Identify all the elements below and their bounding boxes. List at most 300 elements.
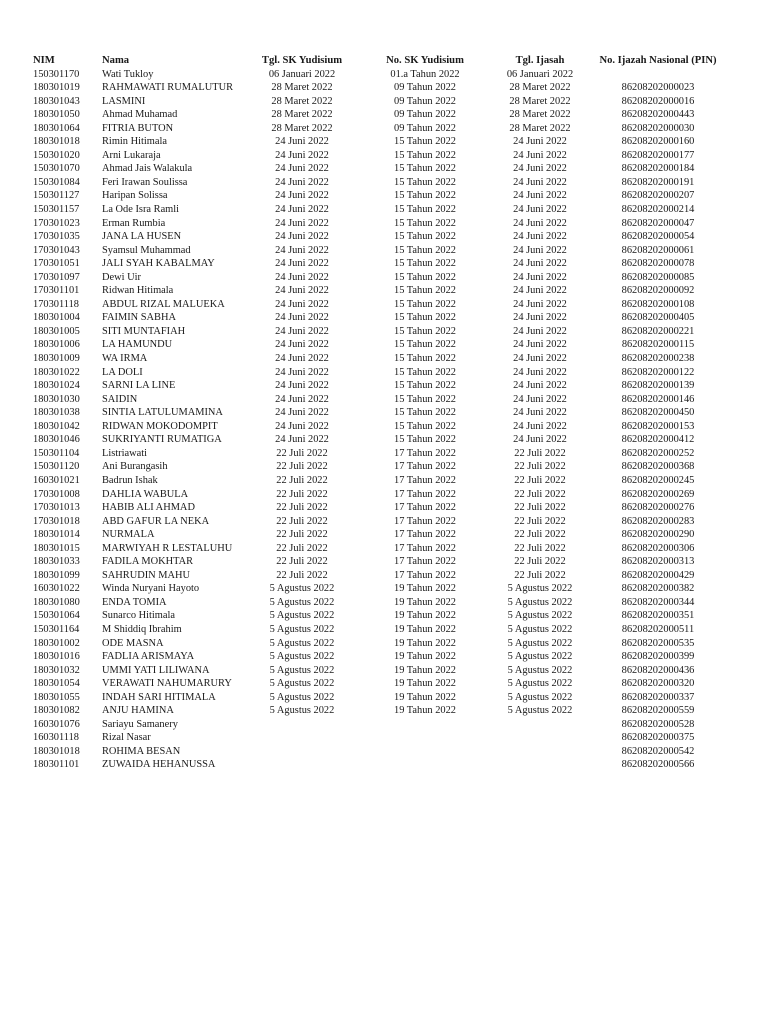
cell-nim: 170301051 [33,258,80,270]
header-no-ijazah-pin: No. Ijazah Nasional (PIN) [599,55,717,66]
table-header-row [0,54,768,68]
cell-nama: M Shiddiq Ibrahim [102,623,182,635]
cell-tgl-ijasah: 5 Agustus 2022 [507,637,573,649]
cell-nim: 150301084 [33,176,80,188]
cell-nama: Sariayu Samanery [102,718,178,730]
cell-nim: 150301157 [33,204,80,216]
cell-no-sk-yudisium: 15 Tahun 2022 [394,149,456,161]
cell-no-ijazah-pin: 86208202000108 [621,298,695,310]
cell-no-sk-yudisium: 15 Tahun 2022 [394,298,456,310]
header-nim: NIM [33,55,55,66]
cell-tgl-sk-yudisium: 06 Januari 2022 [268,68,336,80]
cell-no-ijazah-pin: 86208202000337 [621,691,695,703]
table-row [0,488,768,502]
table-row [0,203,768,217]
cell-tgl-sk-yudisium: 22 Juli 2022 [276,488,328,500]
table-row [0,745,768,759]
cell-nama: DAHLIA WABULA [102,488,189,500]
cell-tgl-ijasah: 24 Juni 2022 [513,176,567,188]
table-row [0,637,768,651]
cell-no-sk-yudisium: 15 Tahun 2022 [394,325,456,337]
cell-no-ijazah-pin: 86208202000269 [621,488,695,500]
cell-nama: La Ode Isra Ramli [102,204,180,216]
cell-tgl-sk-yudisium: 24 Juni 2022 [275,407,329,419]
cell-nama: ANJU HAMINA [102,705,174,717]
cell-no-sk-yudisium: 19 Tahun 2022 [394,596,456,608]
cell-tgl-sk-yudisium: 22 Juli 2022 [276,515,328,527]
cell-nim: 180301064 [33,122,80,134]
table-row [0,311,768,325]
cell-tgl-sk-yudisium: 5 Agustus 2022 [269,623,335,635]
cell-tgl-ijasah: 24 Juni 2022 [513,393,567,405]
cell-nim: 180301050 [33,109,80,121]
cell-tgl-sk-yudisium: 5 Agustus 2022 [269,678,335,690]
cell-nim: 150301020 [33,149,80,161]
cell-nim: 160301118 [33,732,79,744]
cell-nim: 180301022 [33,366,80,378]
cell-tgl-sk-yudisium: 24 Juni 2022 [275,353,329,365]
cell-no-ijazah-pin: 86208202000412 [621,434,695,446]
cell-nim: 180301055 [33,691,80,703]
cell-no-ijazah-pin: 86208202000535 [621,637,695,649]
cell-tgl-ijasah: 24 Juni 2022 [513,163,567,175]
cell-nim: 180301024 [33,380,80,392]
cell-tgl-ijasah: 22 Juli 2022 [514,447,566,459]
cell-no-ijazah-pin: 86208202000160 [621,136,695,148]
graduate-table [0,54,768,772]
table-row [0,271,768,285]
cell-no-sk-yudisium: 17 Tahun 2022 [394,529,456,541]
cell-no-sk-yudisium: 15 Tahun 2022 [394,407,456,419]
table-row [0,528,768,542]
cell-tgl-ijasah: 24 Juni 2022 [513,380,567,392]
cell-tgl-ijasah: 5 Agustus 2022 [507,583,573,595]
table-row [0,176,768,190]
cell-no-sk-yudisium: 19 Tahun 2022 [394,610,456,622]
cell-tgl-sk-yudisium: 24 Juni 2022 [275,312,329,324]
cell-nim: 160301022 [33,583,80,595]
cell-no-ijazah-pin: 86208202000375 [621,732,695,744]
cell-tgl-sk-yudisium: 5 Agustus 2022 [269,637,335,649]
cell-no-ijazah-pin: 86208202000290 [621,529,695,541]
cell-no-sk-yudisium: 15 Tahun 2022 [394,434,456,446]
cell-nama: Haripan Solissa [102,190,168,202]
cell-no-ijazah-pin: 86208202000016 [621,95,695,107]
table-row [0,257,768,271]
table-row [0,555,768,569]
cell-tgl-ijasah: 28 Maret 2022 [509,109,571,121]
cell-tgl-sk-yudisium: 24 Juni 2022 [275,285,329,297]
cell-no-ijazah-pin: 86208202000139 [621,380,695,392]
cell-tgl-ijasah: 24 Juni 2022 [513,285,567,297]
cell-no-sk-yudisium: 15 Tahun 2022 [394,285,456,297]
cell-no-ijazah-pin: 86208202000566 [621,759,695,771]
cell-tgl-ijasah: 24 Juni 2022 [513,434,567,446]
cell-tgl-ijasah: 06 Januari 2022 [506,68,574,80]
header-tgl-ijasah: Tgl. Ijasah [515,55,565,66]
cell-no-ijazah-pin: 86208202000559 [621,705,695,717]
cell-no-sk-yudisium: 15 Tahun 2022 [394,163,456,175]
cell-no-sk-yudisium: 15 Tahun 2022 [394,136,456,148]
table-row [0,230,768,244]
table-row [0,338,768,352]
cell-tgl-sk-yudisium: 24 Juni 2022 [275,244,329,256]
cell-nama: SUKRIYANTI RUMATIGA [102,434,222,446]
cell-tgl-ijasah: 28 Maret 2022 [509,82,571,94]
cell-no-sk-yudisium: 15 Tahun 2022 [394,204,456,216]
cell-tgl-sk-yudisium: 24 Juni 2022 [275,217,329,229]
cell-no-ijazah-pin: 86208202000368 [621,461,695,473]
cell-tgl-ijasah: 24 Juni 2022 [513,298,567,310]
cell-no-sk-yudisium: 19 Tahun 2022 [394,691,456,703]
cell-nim: 180301054 [33,678,80,690]
cell-tgl-sk-yudisium: 24 Juni 2022 [275,149,329,161]
table-row [0,704,768,718]
cell-tgl-sk-yudisium: 24 Juni 2022 [275,380,329,392]
header-nama: Nama [102,55,130,66]
cell-nim: 160301021 [33,474,80,486]
cell-nama: Wati Tukloy [102,68,154,80]
cell-tgl-ijasah: 28 Maret 2022 [509,122,571,134]
cell-no-ijazah-pin: 86208202000382 [621,583,695,595]
cell-nama: Arni Lukaraja [102,149,161,161]
cell-tgl-sk-yudisium: 24 Juni 2022 [275,258,329,270]
cell-nim: 150301070 [33,163,80,175]
cell-tgl-ijasah: 24 Juni 2022 [513,312,567,324]
cell-tgl-ijasah: 22 Juli 2022 [514,569,566,581]
cell-nim: 180301032 [33,664,80,676]
cell-nim: 180301099 [33,569,80,581]
cell-no-sk-yudisium: 09 Tahun 2022 [394,109,456,121]
cell-nama: Erman Rumbia [102,217,166,229]
cell-nim: 170301035 [33,231,80,243]
cell-tgl-ijasah: 24 Juni 2022 [513,339,567,351]
cell-nim: 180301016 [33,651,80,663]
cell-nama: SINTIA LATULUMAMINA [102,407,223,419]
cell-nim: 180301038 [33,407,80,419]
cell-nama: ABD GAFUR LA NEKA [102,515,210,527]
cell-tgl-ijasah: 5 Agustus 2022 [507,651,573,663]
cell-tgl-ijasah: 22 Juli 2022 [514,474,566,486]
table-row [0,664,768,678]
cell-nama: Winda Nuryani Hayoto [102,583,200,595]
cell-no-sk-yudisium: 19 Tahun 2022 [394,651,456,663]
cell-tgl-sk-yudisium: 5 Agustus 2022 [269,705,335,717]
cell-tgl-sk-yudisium: 22 Juli 2022 [276,569,328,581]
cell-nama: Listriawati [102,447,148,459]
table-row [0,406,768,420]
cell-no-sk-yudisium: 15 Tahun 2022 [394,339,456,351]
cell-no-sk-yudisium: 17 Tahun 2022 [394,447,456,459]
cell-nama: Sunarco Hitimala [102,610,176,622]
cell-nama: FAIMIN SABHA [102,312,176,324]
cell-tgl-ijasah: 22 Juli 2022 [514,529,566,541]
cell-nama: SAIDIN [102,393,138,405]
cell-no-ijazah-pin: 86208202000283 [621,515,695,527]
cell-no-ijazah-pin: 86208202000238 [621,353,695,365]
cell-no-ijazah-pin: 86208202000276 [621,502,695,514]
cell-nama: Dewi Uir [102,271,141,283]
table-row [0,325,768,339]
cell-no-ijazah-pin: 86208202000177 [621,149,695,161]
cell-tgl-ijasah: 22 Juli 2022 [514,461,566,473]
table-row [0,135,768,149]
cell-nim: 170301023 [33,217,80,229]
cell-tgl-ijasah: 24 Juni 2022 [513,407,567,419]
cell-no-sk-yudisium: 15 Tahun 2022 [394,217,456,229]
cell-nim: 150301120 [33,461,80,473]
cell-nama: NURMALA [102,529,155,541]
cell-nama: RAHMAWATI RUMALUTUR [102,82,234,94]
cell-no-sk-yudisium: 15 Tahun 2022 [394,258,456,270]
table-row [0,447,768,461]
table-row [0,366,768,380]
table-row [0,515,768,529]
cell-tgl-sk-yudisium: 24 Juni 2022 [275,271,329,283]
cell-no-sk-yudisium: 15 Tahun 2022 [394,393,456,405]
cell-no-sk-yudisium: 17 Tahun 2022 [394,474,456,486]
cell-nama: Feri Irawan Soulissa [102,176,188,188]
cell-no-sk-yudisium: 15 Tahun 2022 [394,366,456,378]
cell-no-sk-yudisium: 17 Tahun 2022 [394,515,456,527]
cell-no-ijazah-pin: 86208202000344 [621,596,695,608]
cell-nim: 170301013 [33,502,80,514]
cell-tgl-sk-yudisium: 22 Juli 2022 [276,474,328,486]
cell-no-ijazah-pin: 86208202000443 [621,109,695,121]
cell-no-sk-yudisium: 17 Tahun 2022 [394,569,456,581]
cell-no-sk-yudisium: 09 Tahun 2022 [394,95,456,107]
cell-no-sk-yudisium: 15 Tahun 2022 [394,420,456,432]
table-row [0,393,768,407]
cell-no-ijazah-pin: 86208202000115 [621,339,695,351]
cell-tgl-sk-yudisium: 5 Agustus 2022 [269,596,335,608]
cell-no-sk-yudisium: 19 Tahun 2022 [394,623,456,635]
cell-no-ijazah-pin: 86208202000245 [621,474,695,486]
cell-no-ijazah-pin: 86208202000191 [621,176,695,188]
cell-nama: Syamsul Muhammad [102,244,191,256]
table-row [0,244,768,258]
cell-tgl-sk-yudisium: 5 Agustus 2022 [269,664,335,676]
table-row [0,623,768,637]
cell-tgl-sk-yudisium: 28 Maret 2022 [271,122,333,134]
cell-no-ijazah-pin: 86208202000399 [621,651,695,663]
table-body [0,68,768,772]
cell-tgl-ijasah: 5 Agustus 2022 [507,596,573,608]
cell-nama: Badrun Ishak [102,474,158,486]
cell-tgl-sk-yudisium: 5 Agustus 2022 [269,610,335,622]
cell-nama: Ridwan Hitimala [102,285,174,297]
cell-no-sk-yudisium: 09 Tahun 2022 [394,82,456,94]
cell-nama: WA IRMA [102,353,148,365]
cell-no-ijazah-pin: 86208202000054 [621,231,695,243]
cell-tgl-sk-yudisium: 24 Juni 2022 [275,231,329,243]
cell-tgl-sk-yudisium: 28 Maret 2022 [271,95,333,107]
cell-tgl-ijasah: 24 Juni 2022 [513,217,567,229]
cell-tgl-ijasah: 24 Juni 2022 [513,366,567,378]
cell-tgl-sk-yudisium: 24 Juni 2022 [275,176,329,188]
cell-tgl-ijasah: 22 Juli 2022 [514,502,566,514]
cell-nim: 170301097 [33,271,80,283]
table-row [0,68,768,82]
cell-nama: ODE MASNA [102,637,164,649]
cell-nama: UMMI YATI LILIWANA [102,664,210,676]
cell-nim: 180301018 [33,745,80,757]
cell-nama: JANA LA HUSEN [102,231,182,243]
cell-no-ijazah-pin: 86208202000092 [621,285,695,297]
cell-tgl-sk-yudisium: 22 Juli 2022 [276,529,328,541]
cell-no-sk-yudisium: 15 Tahun 2022 [394,353,456,365]
cell-no-sk-yudisium: 19 Tahun 2022 [394,678,456,690]
cell-no-sk-yudisium: 17 Tahun 2022 [394,488,456,500]
cell-nim: 150301064 [33,610,80,622]
cell-no-ijazah-pin: 86208202000207 [621,190,695,202]
cell-nama: RIDWAN MOKODOMPIT [102,420,218,432]
cell-no-ijazah-pin: 86208202000146 [621,393,695,405]
cell-tgl-sk-yudisium: 24 Juni 2022 [275,420,329,432]
cell-tgl-sk-yudisium: 5 Agustus 2022 [269,691,335,703]
cell-tgl-ijasah: 5 Agustus 2022 [507,705,573,717]
table-row [0,162,768,176]
cell-nim: 170301043 [33,244,80,256]
cell-nim: 180301006 [33,339,80,351]
cell-no-sk-yudisium: 19 Tahun 2022 [394,705,456,717]
cell-tgl-ijasah: 24 Juni 2022 [513,325,567,337]
cell-tgl-ijasah: 24 Juni 2022 [513,204,567,216]
table-row [0,718,768,732]
cell-no-ijazah-pin: 86208202000306 [621,542,695,554]
cell-no-ijazah-pin: 86208202000214 [621,204,695,216]
cell-nim: 150301127 [33,190,80,202]
cell-tgl-ijasah: 24 Juni 2022 [513,136,567,148]
cell-nama: VERAWATI NAHUMARURY [102,678,232,690]
cell-tgl-sk-yudisium: 22 Juli 2022 [276,556,328,568]
table-row [0,108,768,122]
cell-nim: 180301030 [33,393,80,405]
cell-nim: 180301080 [33,596,80,608]
cell-nim: 150301164 [33,623,80,635]
table-row [0,352,768,366]
cell-tgl-sk-yudisium: 24 Juni 2022 [275,163,329,175]
cell-nama: Ahmad Jais Walakula [102,163,193,175]
cell-tgl-sk-yudisium: 5 Agustus 2022 [269,651,335,663]
cell-tgl-sk-yudisium: 24 Juni 2022 [275,366,329,378]
cell-nim: 150301170 [33,68,80,80]
cell-no-ijazah-pin: 86208202000184 [621,163,695,175]
table-row [0,501,768,515]
cell-nama: Ani Burangasih [102,461,168,473]
cell-no-sk-yudisium: 15 Tahun 2022 [394,312,456,324]
header-no-sk-yudisium: No. SK Yudisium [386,55,464,66]
cell-tgl-sk-yudisium: 28 Maret 2022 [271,82,333,94]
cell-tgl-ijasah: 24 Juni 2022 [513,258,567,270]
cell-tgl-ijasah: 5 Agustus 2022 [507,610,573,622]
cell-no-ijazah-pin: 86208202000061 [621,244,695,256]
cell-no-ijazah-pin: 86208202000405 [621,312,695,324]
cell-nim: 180301018 [33,136,80,148]
table-row [0,81,768,95]
cell-no-sk-yudisium: 17 Tahun 2022 [394,461,456,473]
cell-nama: SITI MUNTAFIAH [102,325,186,337]
cell-nim: 180301015 [33,542,80,554]
cell-nama: INDAH SARI HITIMALA [102,691,216,703]
cell-tgl-ijasah: 24 Juni 2022 [513,190,567,202]
cell-nim: 170301118 [33,298,79,310]
cell-nim: 180301004 [33,312,80,324]
cell-tgl-sk-yudisium: 5 Agustus 2022 [269,583,335,595]
cell-nama: Rimin Hitimala [102,136,167,148]
cell-no-ijazah-pin: 86208202000221 [621,325,695,337]
header-tgl-sk-yudisium: Tgl. SK Yudisium [261,55,343,66]
cell-no-ijazah-pin: 86208202000429 [621,569,695,581]
table-row [0,95,768,109]
cell-tgl-ijasah: 5 Agustus 2022 [507,678,573,690]
cell-nim: 180301009 [33,353,80,365]
cell-tgl-ijasah: 28 Maret 2022 [509,95,571,107]
cell-no-ijazah-pin: 86208202000351 [621,610,695,622]
cell-nama: MARWIYAH R LESTALUHU [102,542,233,554]
cell-nim: 180301019 [33,82,80,94]
cell-tgl-sk-yudisium: 24 Juni 2022 [275,136,329,148]
cell-no-sk-yudisium: 17 Tahun 2022 [394,502,456,514]
cell-no-ijazah-pin: 86208202000085 [621,271,695,283]
cell-nim: 180301005 [33,325,80,337]
cell-no-sk-yudisium: 15 Tahun 2022 [394,271,456,283]
cell-nama: ENDA TOMIA [102,596,167,608]
cell-tgl-sk-yudisium: 24 Juni 2022 [275,204,329,216]
cell-nama: Rizal Nasar [102,732,151,744]
cell-tgl-ijasah: 22 Juli 2022 [514,515,566,527]
table-row [0,650,768,664]
table-row [0,122,768,136]
cell-no-ijazah-pin: 86208202000450 [621,407,695,419]
cell-tgl-sk-yudisium: 22 Juli 2022 [276,542,328,554]
cell-tgl-ijasah: 24 Juni 2022 [513,420,567,432]
cell-tgl-ijasah: 24 Juni 2022 [513,149,567,161]
cell-nim: 180301014 [33,529,80,541]
cell-tgl-ijasah: 5 Agustus 2022 [507,691,573,703]
cell-no-ijazah-pin: 86208202000047 [621,217,695,229]
cell-nama: SAHRUDIN MAHU [102,569,191,581]
cell-tgl-ijasah: 24 Juni 2022 [513,353,567,365]
cell-tgl-ijasah: 24 Juni 2022 [513,244,567,256]
table-row [0,691,768,705]
cell-nama: FITRIA BUTON [102,122,174,134]
cell-nim: 180301042 [33,420,80,432]
table-row [0,758,768,772]
cell-nim: 150301104 [33,447,80,459]
cell-no-ijazah-pin: 86208202000436 [621,664,695,676]
cell-tgl-sk-yudisium: 24 Juni 2022 [275,298,329,310]
table-row [0,189,768,203]
cell-tgl-sk-yudisium: 24 Juni 2022 [275,393,329,405]
cell-no-ijazah-pin: 86208202000542 [621,745,695,757]
cell-no-sk-yudisium: 01.a Tahun 2022 [390,68,460,80]
cell-tgl-sk-yudisium: 22 Juli 2022 [276,447,328,459]
cell-nama: LA HAMUNDU [102,339,173,351]
cell-no-ijazah-pin: 86208202000023 [621,82,695,94]
cell-nim: 180301082 [33,705,80,717]
cell-nama: Ahmad Muhamad [102,109,178,121]
cell-tgl-sk-yudisium: 28 Maret 2022 [271,109,333,121]
cell-nim: 170301018 [33,515,80,527]
cell-nim: 180301046 [33,434,80,446]
cell-no-ijazah-pin: 86208202000320 [621,678,695,690]
table-row [0,217,768,231]
cell-nama: FADLIA ARISMAYA [102,651,195,663]
cell-tgl-ijasah: 24 Juni 2022 [513,231,567,243]
table-row [0,569,768,583]
cell-nama: FADILA MOKHTAR [102,556,194,568]
